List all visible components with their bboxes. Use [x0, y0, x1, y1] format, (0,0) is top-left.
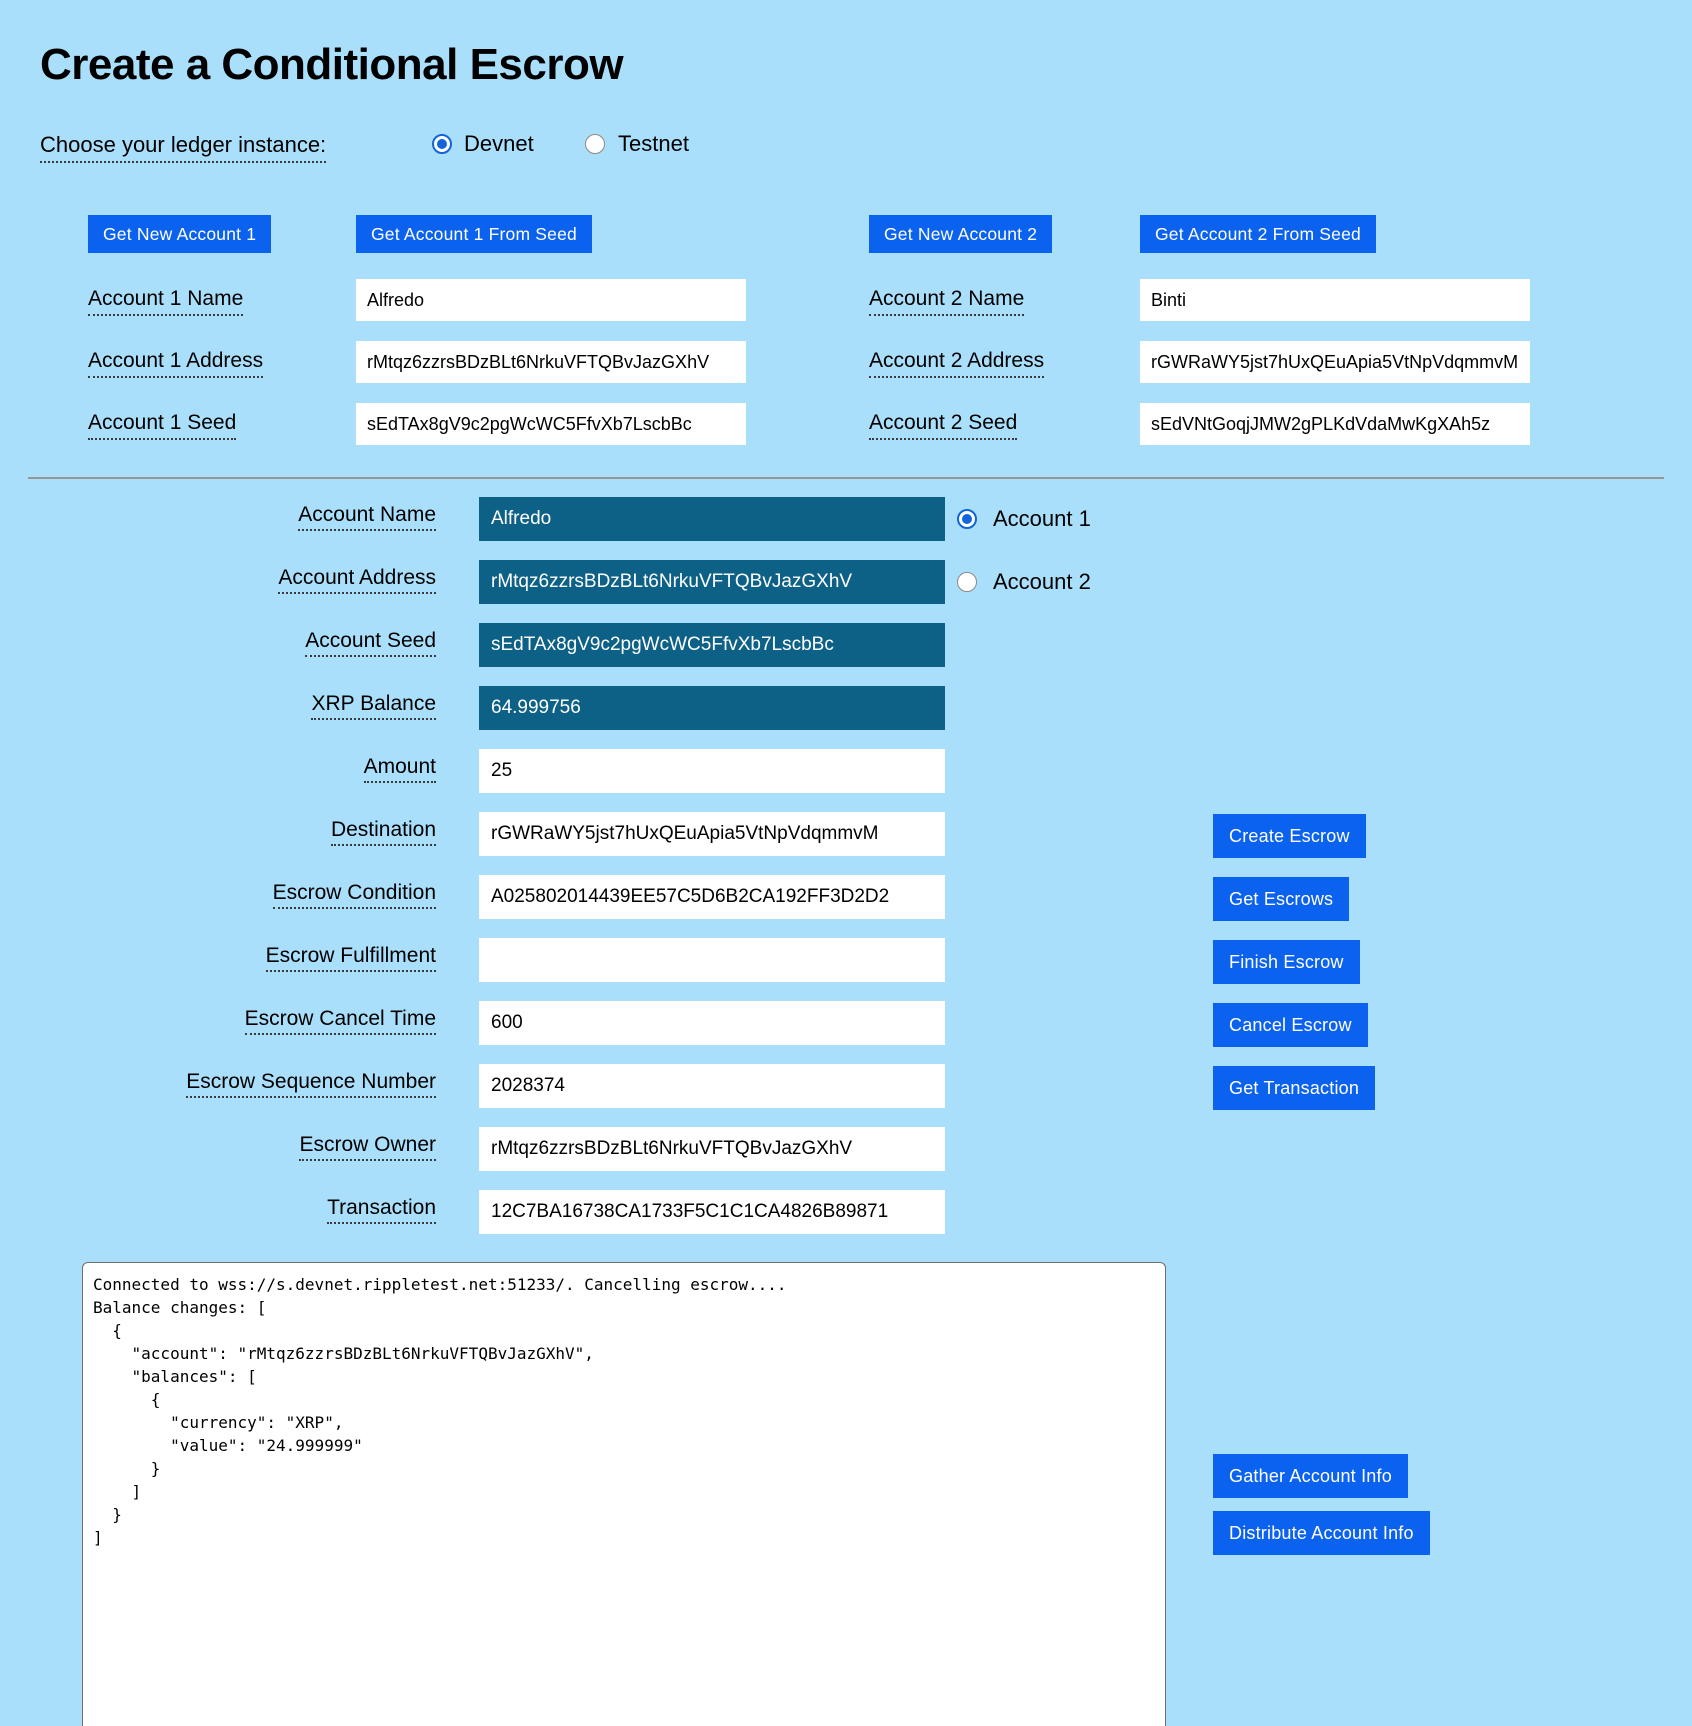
amount-label: Amount	[364, 755, 436, 783]
account-2-seed-input[interactable]	[1140, 403, 1530, 445]
account-name-input[interactable]	[479, 497, 945, 541]
account-2-address-label: Account 2 Address	[869, 349, 1044, 378]
account-1-seed-input[interactable]	[356, 403, 746, 445]
account-1-address-label: Account 1 Address	[88, 349, 263, 378]
get-escrows-button[interactable]: Get Escrows	[1213, 877, 1349, 921]
radio-testnet-label: Testnet	[618, 131, 689, 156]
escrow-sequence-number-label: Escrow Sequence Number	[186, 1070, 436, 1098]
account-2-radio-label: Account 2	[993, 569, 1091, 594]
get-account-2-from-seed-button[interactable]: Get Account 2 From Seed	[1140, 215, 1376, 253]
create-escrow-button[interactable]: Create Escrow	[1213, 814, 1366, 858]
account-1-seed-label: Account 1 Seed	[88, 411, 236, 440]
escrow-sequence-number-input[interactable]	[479, 1064, 945, 1108]
escrow-owner-input[interactable]	[479, 1127, 945, 1171]
xrp-balance-input[interactable]	[479, 686, 945, 730]
account-2-address-input[interactable]	[1140, 341, 1530, 383]
get-account-1-from-seed-button[interactable]: Get Account 1 From Seed	[356, 215, 592, 253]
transaction-input[interactable]	[479, 1190, 945, 1234]
account-1-address-input[interactable]	[356, 341, 746, 383]
escrow-condition-input[interactable]	[479, 875, 945, 919]
escrow-cancel-time-label: Escrow Cancel Time	[245, 1007, 436, 1035]
ledger-instance-label: Choose your ledger instance:	[40, 132, 326, 163]
escrow-condition-label: Escrow Condition	[273, 881, 436, 909]
gather-account-info-button[interactable]: Gather Account Info	[1213, 1454, 1408, 1498]
account-2-name-input[interactable]	[1140, 279, 1530, 321]
get-new-account-2-button[interactable]: Get New Account 2	[869, 215, 1052, 253]
results-textarea[interactable]	[82, 1262, 1166, 1726]
finish-escrow-button[interactable]: Finish Escrow	[1213, 940, 1360, 984]
get-transaction-button[interactable]: Get Transaction	[1213, 1066, 1375, 1110]
radio-devnet[interactable]	[432, 134, 452, 154]
account-name-label: Account Name	[298, 503, 436, 531]
transaction-label: Transaction	[327, 1196, 436, 1224]
account-seed-input[interactable]	[479, 623, 945, 667]
radio-testnet[interactable]	[585, 134, 605, 154]
xrp-balance-label: XRP Balance	[311, 692, 436, 720]
destination-input[interactable]	[479, 812, 945, 856]
distribute-account-info-button[interactable]: Distribute Account Info	[1213, 1511, 1430, 1555]
radio-devnet-label: Devnet	[464, 131, 534, 156]
radio-account-1[interactable]	[957, 509, 977, 529]
account-2-seed-label: Account 2 Seed	[869, 411, 1017, 440]
cancel-escrow-button[interactable]: Cancel Escrow	[1213, 1003, 1368, 1047]
account-1-name-input[interactable]	[356, 279, 746, 321]
get-new-account-1-button[interactable]: Get New Account 1	[88, 215, 271, 253]
account-1-radio-label: Account 1	[993, 506, 1091, 531]
radio-account-2[interactable]	[957, 572, 977, 592]
section-divider	[28, 477, 1664, 479]
escrow-fulfillment-label: Escrow Fulfillment	[266, 944, 436, 972]
escrow-owner-label: Escrow Owner	[299, 1133, 436, 1161]
amount-input[interactable]	[479, 749, 945, 793]
account-1-name-label: Account 1 Name	[88, 287, 243, 316]
account-2-name-label: Account 2 Name	[869, 287, 1024, 316]
escrow-fulfillment-input[interactable]	[479, 938, 945, 982]
account-address-input[interactable]	[479, 560, 945, 604]
escrow-cancel-time-input[interactable]	[479, 1001, 945, 1045]
page-title: Create a Conditional Escrow	[40, 40, 624, 89]
destination-label: Destination	[331, 818, 436, 846]
account-seed-label: Account Seed	[305, 629, 436, 657]
account-address-label: Account Address	[278, 566, 436, 594]
